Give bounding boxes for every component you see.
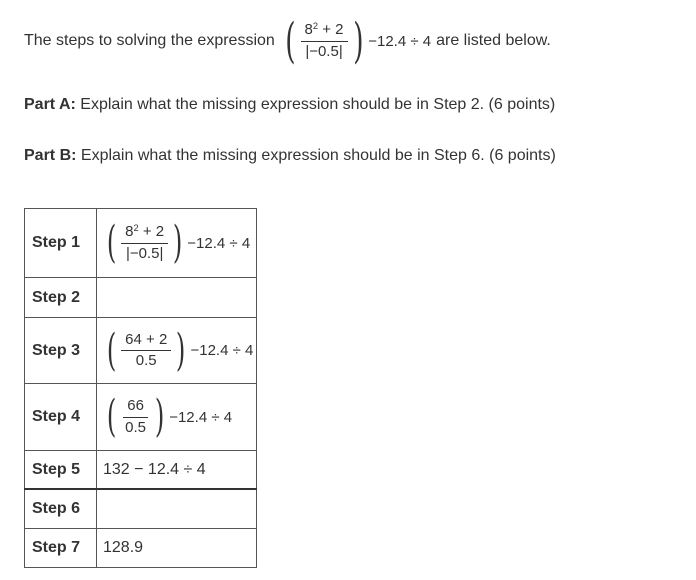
step-7-label: Step 7 xyxy=(25,529,97,568)
step-1-numerator: $8^2 + 2$ xyxy=(121,224,168,244)
intro-after-text: are listed below. xyxy=(436,32,551,49)
right-paren: ) xyxy=(154,391,165,442)
step-1-fraction xyxy=(121,224,168,262)
left-paren: ( xyxy=(106,391,117,442)
step-3-fraction xyxy=(121,332,171,370)
step-1-label: Step 1 xyxy=(25,209,97,278)
intro-before-text: The steps to solving the expression xyxy=(24,32,275,49)
left-paren: ( xyxy=(285,13,296,69)
table-row-step-5 xyxy=(25,451,257,490)
table-row-step-7 xyxy=(25,529,257,568)
step-3-denominator: 0.5 xyxy=(135,352,157,369)
part-b xyxy=(24,147,556,165)
step-4-numerator: 66 xyxy=(123,398,148,418)
right-paren: ) xyxy=(172,217,183,268)
part-b-label: Part B: xyxy=(24,147,77,164)
step-2-content xyxy=(97,278,257,318)
step-6-label: Step 6 xyxy=(25,489,97,529)
left-paren: ( xyxy=(106,217,117,268)
step-5-content: 132 − 12.4 ÷ 4 xyxy=(97,451,257,490)
step-1-denominator: |−0.5| xyxy=(125,244,164,262)
table-row-step-1 xyxy=(25,209,257,278)
step-3-numerator: 64 + 2 xyxy=(121,332,171,352)
part-a xyxy=(24,96,555,114)
step-4-denominator: 0.5 xyxy=(125,418,147,436)
step-4-content xyxy=(97,384,257,451)
step-1-content xyxy=(97,209,257,278)
table-row-step-4 xyxy=(25,384,257,451)
intro-denominator: |−0.5| xyxy=(305,42,343,60)
right-paren: ) xyxy=(176,324,186,376)
step-4-label: Step 4 xyxy=(25,384,97,451)
step-4-expression xyxy=(103,391,233,442)
steps-table xyxy=(24,208,257,568)
table-row-step-2 xyxy=(25,278,257,318)
intro-fraction xyxy=(301,22,348,60)
step-3-expression xyxy=(103,324,254,376)
left-paren: ( xyxy=(106,324,117,376)
step-3-content xyxy=(97,318,257,384)
step-5-label: Step 5 xyxy=(25,451,97,490)
part-b-text: Explain what the missing expression should be in Step 6. (6 points) xyxy=(76,147,556,164)
part-a-text: Explain what the missing expression should be in Step 2. (6 points) xyxy=(75,96,556,113)
table-row-step-3 xyxy=(25,318,257,384)
intro-expression-tail: −12.4 ÷ 4 xyxy=(368,32,432,50)
table-row-step-6 xyxy=(25,489,257,529)
step-4-fraction xyxy=(121,398,150,436)
right-paren: ) xyxy=(352,13,364,69)
step-3-tail: −12.4 ÷ 4 xyxy=(190,342,254,359)
step-3-label: Step 3 xyxy=(25,318,97,384)
step-1-tail: −12.4 ÷ 4 xyxy=(187,234,251,252)
step-7-content: 128.9 xyxy=(97,529,257,568)
part-a-label: Part A: xyxy=(24,96,76,113)
intro-sentence xyxy=(24,14,551,68)
step-6-content xyxy=(97,489,257,529)
intro-numerator: $8^2 + 2$ xyxy=(301,22,348,42)
intro-expression xyxy=(281,13,432,69)
step-2-label: Step 2 xyxy=(25,278,97,318)
step-4-tail: −12.4 ÷ 4 xyxy=(169,408,233,426)
step-1-expression xyxy=(103,217,251,268)
